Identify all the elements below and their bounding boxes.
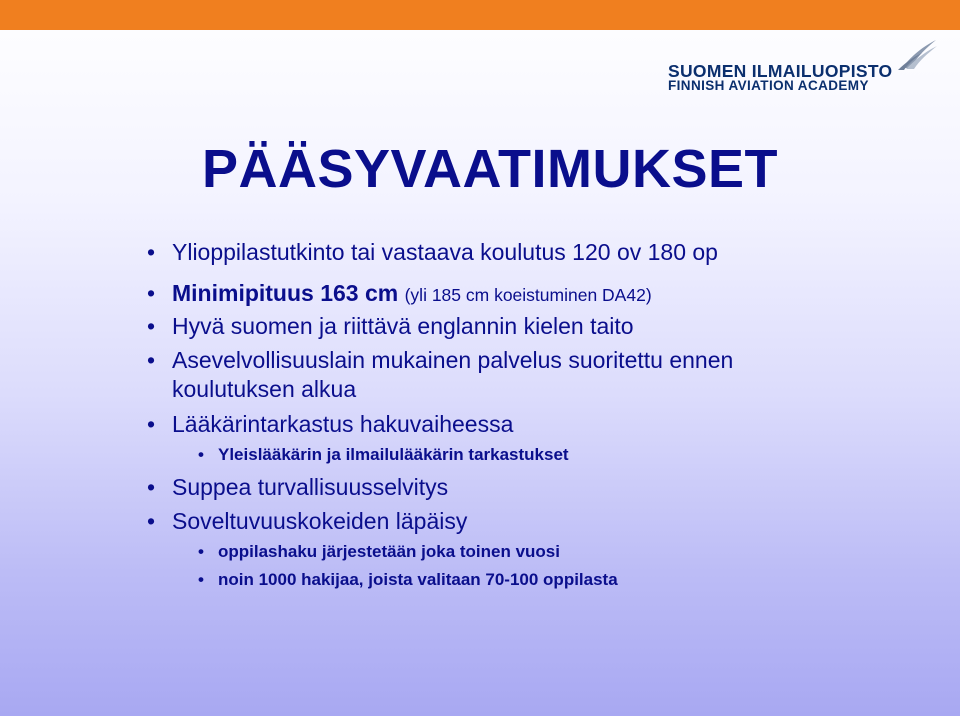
bullet-glyph: • [198, 542, 204, 561]
bullet-text: Ylioppilastutkinto tai vastaava koulutus 120 ov 180 op [172, 239, 718, 265]
bullet-glyph: • [147, 313, 156, 339]
list-item [147, 280, 652, 307]
list-item [198, 445, 569, 465]
list-item [147, 313, 634, 340]
list-item [147, 239, 718, 266]
list-item [147, 411, 514, 438]
bullet-glyph: • [147, 411, 156, 437]
list-item-continuation [172, 376, 356, 403]
bullet-glyph: • [147, 474, 156, 500]
logo-text-english: FINNISH AVIATION ACADEMY [668, 78, 869, 93]
bullet-glyph: • [147, 239, 156, 265]
bullet-glyph: • [198, 445, 204, 464]
bullet-text: Asevelvollisuuslain mukainen palvelus suoritettu ennen [172, 347, 734, 373]
bullet-glyph: • [198, 570, 204, 589]
bullet-text: oppilashaku järjestetään joka toinen vuosi [218, 542, 560, 561]
bullet-text-note: (yli 185 cm koeistuminen DA42) [404, 285, 652, 305]
bullet-text: Soveltuvuuskokeiden läpäisy [172, 508, 468, 534]
bullet-text: Hyvä suomen ja riittävä englannin kielen taito [172, 313, 634, 339]
list-item [147, 508, 468, 535]
bullet-glyph: • [147, 280, 156, 306]
list-item [147, 347, 734, 374]
list-item [198, 542, 560, 562]
list-item [147, 474, 449, 501]
bullet-glyph: • [147, 508, 156, 534]
bullet-text: Lääkärintarkastus hakuvaiheessa [172, 411, 514, 437]
bullet-text: Yleislääkärin ja ilmailulääkärin tarkastukset [218, 445, 569, 464]
slide-title: PÄÄSYVAATIMUKSET [202, 139, 779, 199]
logo-text-finnish: SUOMEN ILMAILUOPISTO [668, 61, 893, 81]
bullet-text: noin 1000 hakijaa, joista valitaan 70-100 oppilasta [218, 570, 618, 589]
bullet-text: koulutuksen alkua [172, 376, 357, 402]
bullet-text: Suppea turvallisuusselvitys [172, 474, 449, 500]
bullet-glyph: • [147, 347, 156, 373]
list-item [198, 570, 618, 590]
bullet-text: Minimipituus 163 cm [172, 280, 399, 306]
